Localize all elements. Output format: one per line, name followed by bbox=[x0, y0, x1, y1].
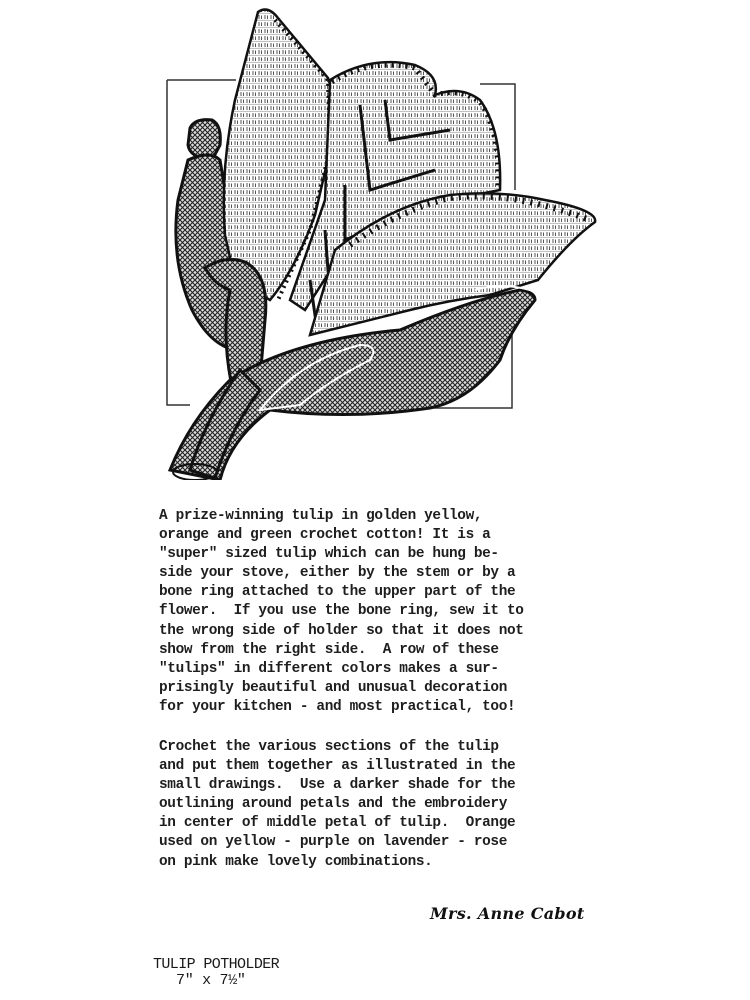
text-line: side your stove, either by the stem or by a bbox=[159, 565, 516, 582]
pattern-title: TULIP POTHOLDER bbox=[153, 956, 280, 973]
text-line: flower. If you use the bone ring, sew it to bbox=[159, 603, 524, 620]
text-line: used on yellow - purple on lavender - rose bbox=[159, 834, 508, 851]
text-line: orange and green crochet cotton! It is a bbox=[159, 527, 491, 544]
text-line: outlining around petals and the embroidery bbox=[159, 796, 508, 813]
pattern-size: 7" x 7½" bbox=[176, 972, 246, 989]
description-paragraph-1 bbox=[159, 507, 524, 717]
text-line: Crochet the various sections of the tulip bbox=[159, 739, 499, 755]
text-line: small drawings. Use a darker shade for the bbox=[159, 777, 516, 794]
text-line: "super" sized tulip which can be hung be- bbox=[159, 546, 499, 563]
tulip-potholder-illustration bbox=[150, 0, 600, 480]
text-line: the wrong side of holder so that it does not bbox=[159, 622, 524, 639]
text-line: A prize-winning tulip in golden yellow, bbox=[159, 508, 483, 524]
text-line: prisingly beautiful and unusual decoration bbox=[159, 679, 508, 696]
text-line: in center of middle petal of tulip. Orange bbox=[159, 815, 516, 832]
text-line: show from the right side. A row of these bbox=[159, 641, 499, 658]
author-signature: Mrs. Anne Cabot bbox=[430, 904, 585, 923]
text-line: on pink make lovely combinations. bbox=[159, 853, 433, 870]
text-line: and put them together as illustrated in the bbox=[159, 758, 516, 775]
text-line: "tulips" in different colors makes a sur- bbox=[159, 660, 499, 677]
description-paragraph-2 bbox=[159, 738, 515, 872]
text-line: for your kitchen - and most practical, too! bbox=[159, 698, 516, 715]
text-line: bone ring attached to the upper part of the bbox=[159, 584, 516, 601]
